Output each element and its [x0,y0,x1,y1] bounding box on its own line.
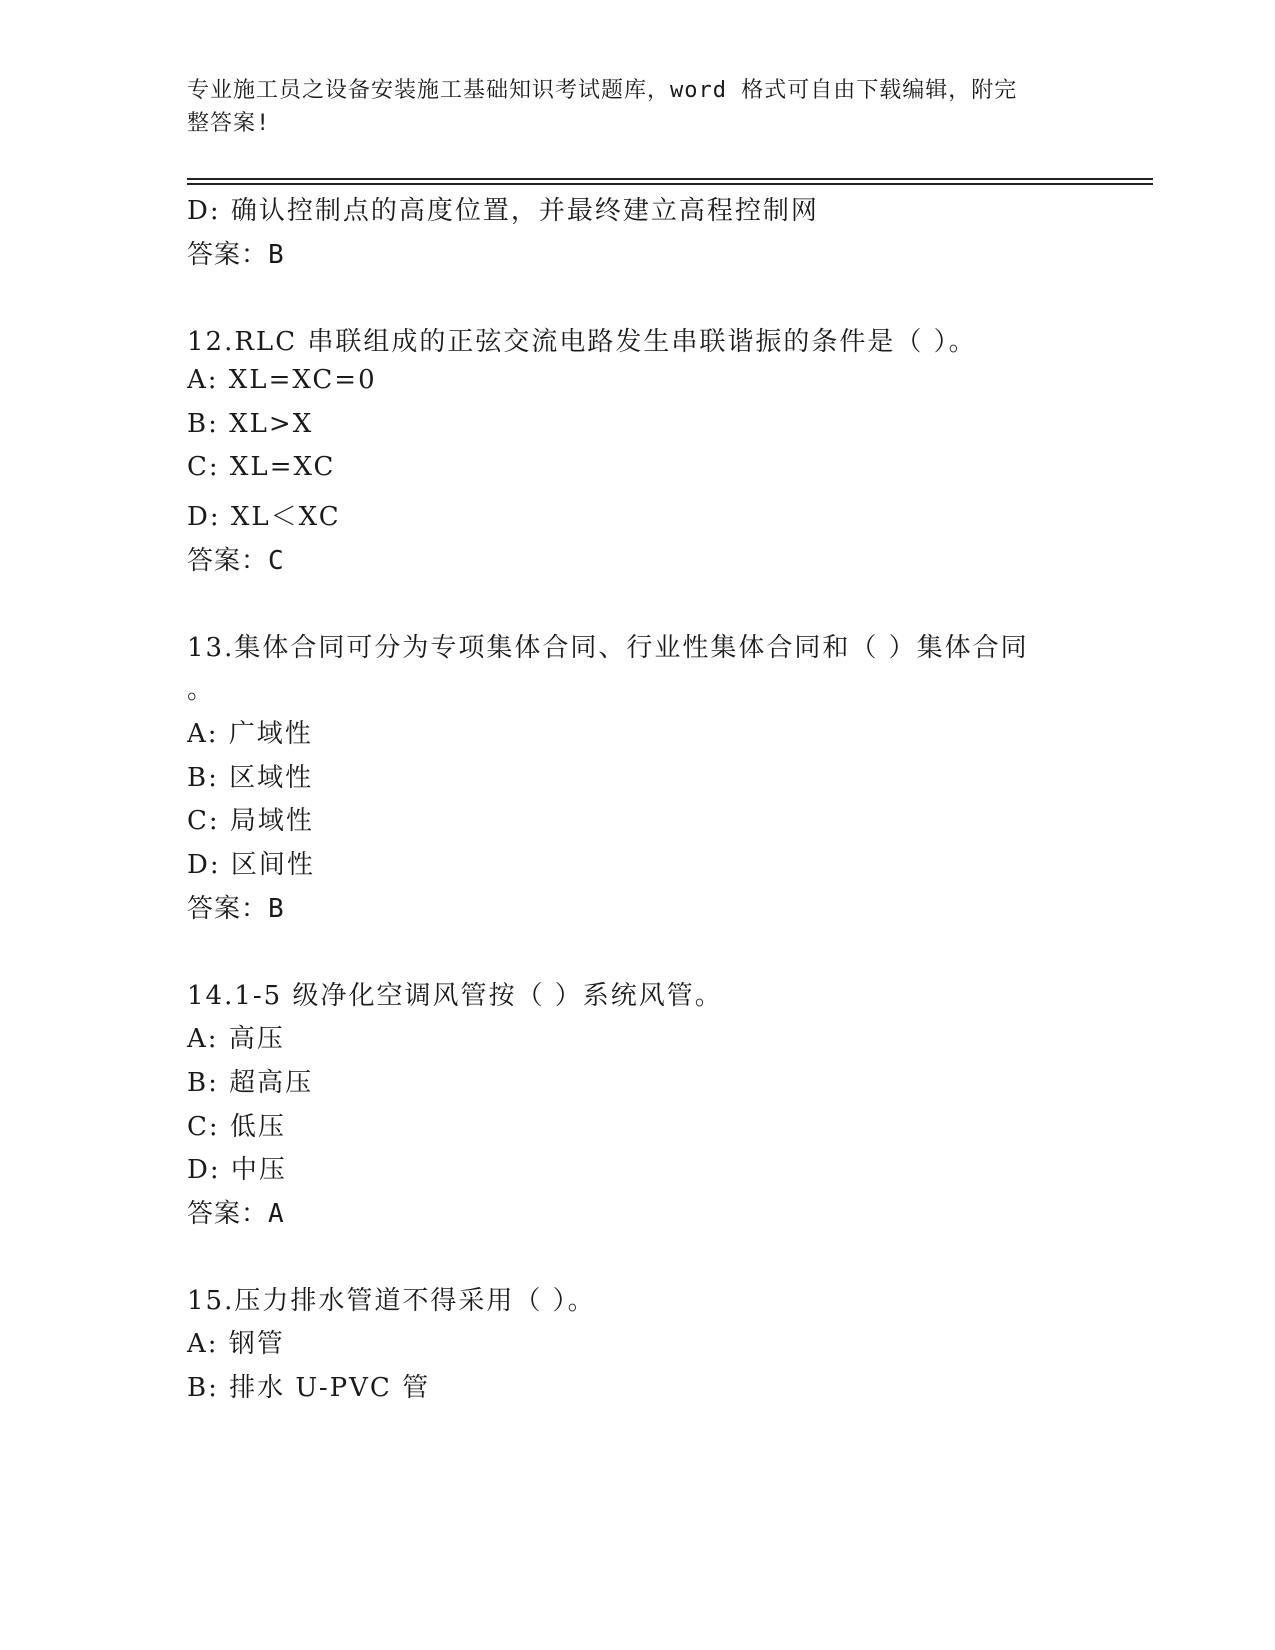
header-divider-top [187,178,1153,180]
question-12-answer: 答案：C [187,546,285,576]
question-12-option-a: A: XL=XC=0 [187,365,377,395]
question-14-option-a: A: 高压 [187,1024,285,1054]
question-15-option-a: A: 钢管 [187,1329,285,1359]
question-14-option-b: B: 超高压 [187,1068,314,1098]
question-15-option-b: B: 排水 U-PVC 管 [187,1373,431,1403]
question-12-option-b: B: XL>X [187,409,314,439]
prev-answer: 答案：B [187,240,285,270]
question-14-stem: 14.1-5 级净化空调风管按（ ）系统风管。 [187,981,723,1011]
question-13-option-c: C: 局域性 [187,806,314,836]
question-13-stem: 13.集体合同可分为专项集体合同、行业性集体合同和（ ）集体合同 [187,633,1029,663]
document-header [187,74,1067,140]
question-14-option-d: D: 中压 [187,1155,287,1185]
question-14-answer: 答案：A [187,1199,285,1229]
header-line-2: 整答案! [187,111,271,136]
question-13-option-d: D: 区间性 [187,850,315,880]
question-12-option-d: D: XL＜XC [187,502,341,532]
question-13-answer: 答案：B [187,894,285,924]
question-13-option-b: B: 区域性 [187,763,314,793]
question-13-option-a: A: 广域性 [187,719,313,749]
header-divider-bottom [187,183,1153,185]
question-14-option-c: C: 低压 [187,1112,286,1142]
question-13-stem-continued: 。 [187,675,216,705]
question-12-option-c: C: XL=XC [187,452,336,482]
question-15-stem: 15.压力排水管道不得采用（ ）。 [187,1286,596,1316]
question-12-stem: 12.RLC 串联组成的正弦交流电路发生串联谐振的条件是（ ）。 [187,327,977,357]
header-line-1: 专业施工员之设备安装施工基础知识考试题库，word 格式可自由下载编辑，附完 [187,78,1018,103]
prev-option-d: D: 确认控制点的高度位置，并最终建立高程控制网 [187,196,819,226]
